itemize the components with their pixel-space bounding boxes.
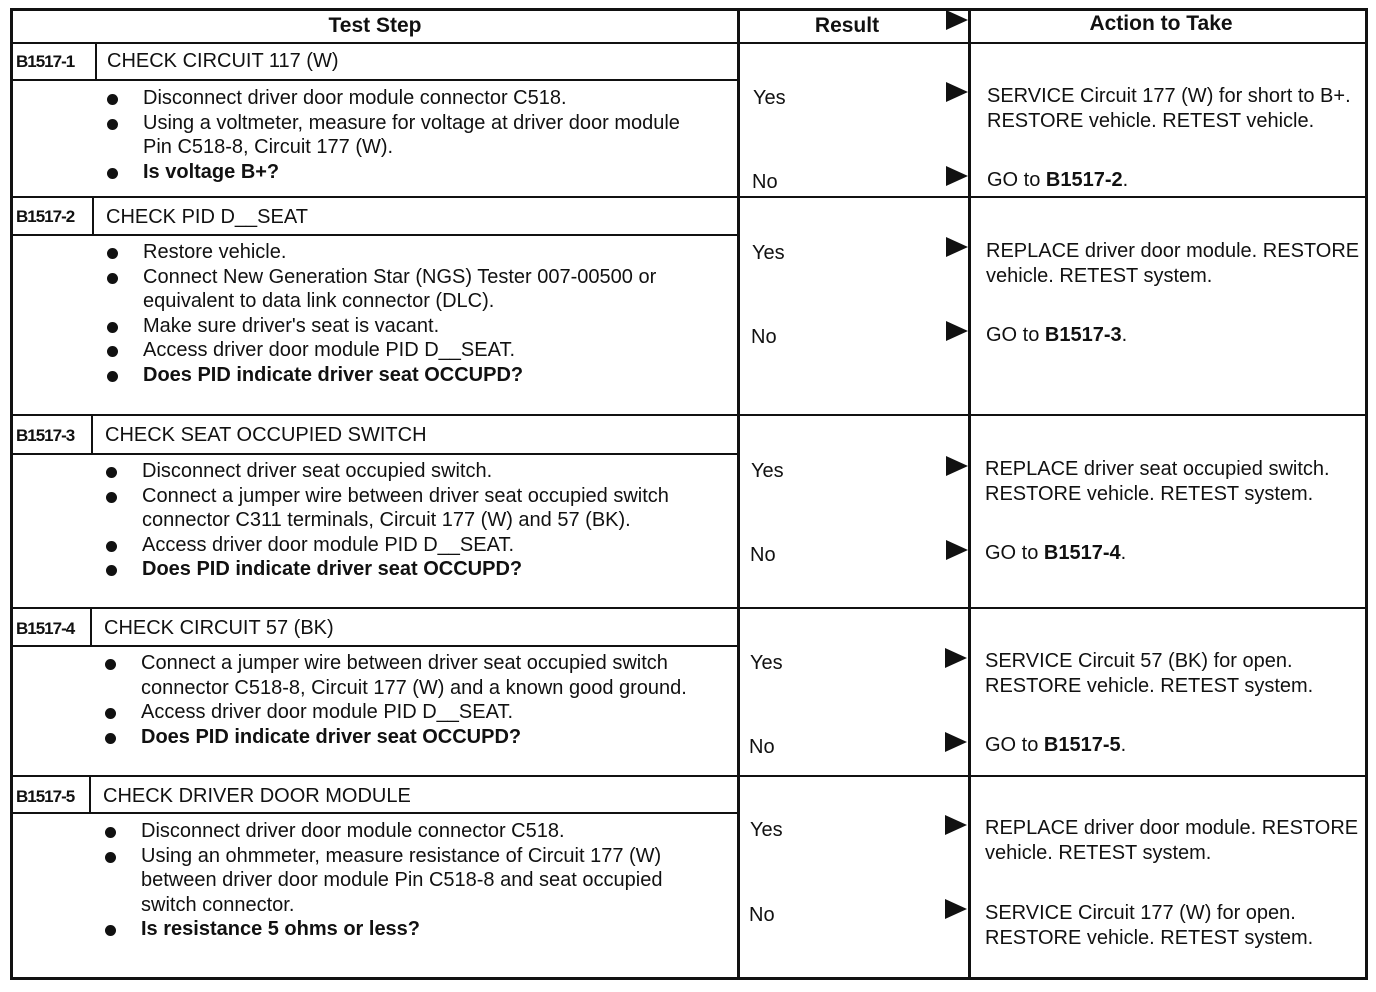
table-border-top [10, 8, 1368, 11]
result-yes: Yes [750, 652, 783, 674]
instruction-question: Does PID indicate driver seat OCCUPD? [104, 363, 714, 388]
step-id: B1517-4 [16, 619, 75, 638]
action-no: GO to B1517-4. [985, 542, 1127, 564]
step-id-divider [90, 609, 92, 646]
bullet-icon [107, 371, 118, 382]
instruction-item: Connect a jumper wire between driver seat occupied switch connector C311 terminals, Circuit 177 (W) and 57 (BK). [103, 484, 713, 533]
table-border-bottom [10, 977, 1368, 980]
step-title-rule [10, 645, 738, 647]
row-separator [10, 607, 1368, 609]
step-id: B1517-3 [16, 426, 75, 445]
header-result: Result [814, 14, 880, 37]
arrow-icon [945, 732, 967, 752]
bullet-icon [105, 659, 116, 670]
step-instructions [102, 819, 722, 942]
arrow-icon [946, 82, 968, 102]
result-no: No [749, 904, 775, 926]
action-yes: SERVICE Circuit 177 (W) for short to B+. RESTORE vehicle. RETEST vehicle. [987, 85, 1351, 132]
step-title-rule [10, 812, 738, 814]
step-title: CHECK CIRCUIT 57 (BK) [104, 617, 334, 639]
bullet-icon [107, 94, 118, 105]
action-no: SERVICE Circuit 177 (W) for open. RESTORE vehicle. RETEST system. [985, 902, 1314, 949]
action-yes: REPLACE driver door module. RESTORE vehicle. RETEST system. [986, 240, 1360, 287]
column-divider-1 [737, 8, 740, 980]
action-yes: SERVICE Circuit 57 (BK) for open. RESTORE vehicle. RETEST system. [985, 650, 1314, 697]
action-no: GO to B1517-2. [987, 169, 1129, 191]
goto-step-link[interactable]: B1517-5 [1043, 734, 1121, 756]
action-no: GO to B1517-3. [986, 324, 1128, 346]
instruction-item: Access driver door module PID D__SEAT. [104, 338, 714, 363]
header-arrow-icon [946, 10, 968, 30]
instruction-item: Disconnect driver door module connector C518. [102, 819, 722, 844]
result-yes: Yes [750, 819, 783, 841]
step-instructions [103, 459, 713, 582]
row-separator [10, 196, 1368, 198]
arrow-icon [946, 166, 968, 186]
bullet-icon [107, 273, 118, 284]
result-yes: Yes [752, 242, 785, 264]
step-title: CHECK CIRCUIT 117 (W) [107, 50, 339, 72]
instruction-item: Disconnect driver seat occupied switch. [103, 459, 713, 484]
action-yes: REPLACE driver door module. RESTORE vehicle. RETEST system. [985, 817, 1359, 864]
instruction-question: Is voltage B+? [104, 160, 704, 185]
goto-step-link[interactable]: B1517-3 [1044, 324, 1122, 346]
instruction-item: Make sure driver's seat is vacant. [104, 314, 714, 339]
step-id: B1517-1 [16, 52, 75, 71]
step-title: CHECK PID D__SEAT [106, 206, 308, 228]
instruction-item: Connect New Generation Star (NGS) Tester 007-00500 or equivalent to data link connector (DLC). [104, 265, 714, 314]
table-border-right [1365, 8, 1368, 980]
step-id-divider [89, 777, 91, 813]
arrow-icon [946, 321, 968, 341]
bullet-icon [107, 119, 118, 130]
result-no: No [751, 326, 777, 348]
step-title-rule [10, 234, 738, 236]
instruction-question: Is resistance 5 ohms or less? [102, 917, 722, 942]
action-no: GO to B1517-5. [985, 734, 1127, 756]
step-title: CHECK SEAT OCCUPIED SWITCH [105, 424, 427, 446]
bullet-icon [105, 733, 116, 744]
bullet-icon [107, 168, 118, 179]
result-no: No [752, 171, 778, 193]
row-separator [10, 775, 1368, 777]
result-yes: Yes [751, 460, 784, 482]
instruction-item: Access driver door module PID D__SEAT. [102, 700, 712, 725]
arrow-icon [946, 540, 968, 560]
goto-step-link[interactable]: B1517-2 [1045, 169, 1123, 191]
result-no: No [750, 544, 776, 566]
step-title: CHECK DRIVER DOOR MODULE [103, 785, 411, 807]
header-rule [10, 42, 1368, 44]
bullet-icon [105, 852, 116, 863]
step-id-divider [92, 198, 94, 235]
step-id: B1517-5 [16, 787, 75, 806]
arrow-icon [945, 815, 967, 835]
bullet-icon [106, 492, 117, 503]
bullet-icon [107, 248, 118, 259]
instruction-item: Access driver door module PID D__SEAT. [103, 533, 713, 558]
arrow-icon [945, 899, 967, 919]
step-title-rule [10, 453, 738, 455]
row-separator [10, 414, 1368, 416]
bullet-icon [106, 541, 117, 552]
instruction-item: Using an ohmmeter, measure resistance of Circuit 177 (W) between driver door module Pin C518-8 and seat occupied switch connector. [102, 844, 722, 918]
step-id-divider [91, 416, 93, 454]
instruction-item: Using a voltmeter, measure for voltage at driver door module Pin C518-8, Circuit 177 (W). [104, 111, 704, 160]
arrow-icon [945, 648, 967, 668]
instruction-item: Connect a jumper wire between driver seat occupied switch connector C518-8, Circuit 177 (W) and a known good ground. [102, 651, 712, 700]
bullet-icon [107, 322, 118, 333]
bullet-icon [105, 925, 116, 936]
step-instructions [104, 86, 704, 184]
instruction-item: Disconnect driver door module connector C518. [104, 86, 704, 111]
bullet-icon [107, 346, 118, 357]
step-instructions [104, 240, 714, 388]
header-test-step: Test Step [328, 14, 422, 37]
arrow-icon [946, 456, 968, 476]
instruction-question: Does PID indicate driver seat OCCUPD? [102, 725, 712, 750]
bullet-icon [106, 467, 117, 478]
step-id-divider [95, 44, 97, 80]
bullet-icon [106, 565, 117, 576]
bullet-icon [105, 827, 116, 838]
arrow-icon [946, 237, 968, 257]
instruction-question: Does PID indicate driver seat OCCUPD? [103, 557, 713, 582]
step-id: B1517-2 [16, 207, 75, 226]
goto-step-link[interactable]: B1517-4 [1043, 542, 1121, 564]
step-instructions [102, 651, 712, 749]
table-border-left [10, 8, 13, 980]
column-divider-2 [968, 8, 971, 980]
result-yes: Yes [753, 87, 786, 109]
bullet-icon [105, 708, 116, 719]
instruction-item: Restore vehicle. [104, 240, 714, 265]
result-no: No [749, 736, 775, 758]
action-yes: REPLACE driver seat occupied switch. RESTORE vehicle. RETEST system. [985, 458, 1330, 505]
header-action-to-take: Action to Take [1089, 12, 1233, 35]
step-title-rule [10, 79, 738, 81]
